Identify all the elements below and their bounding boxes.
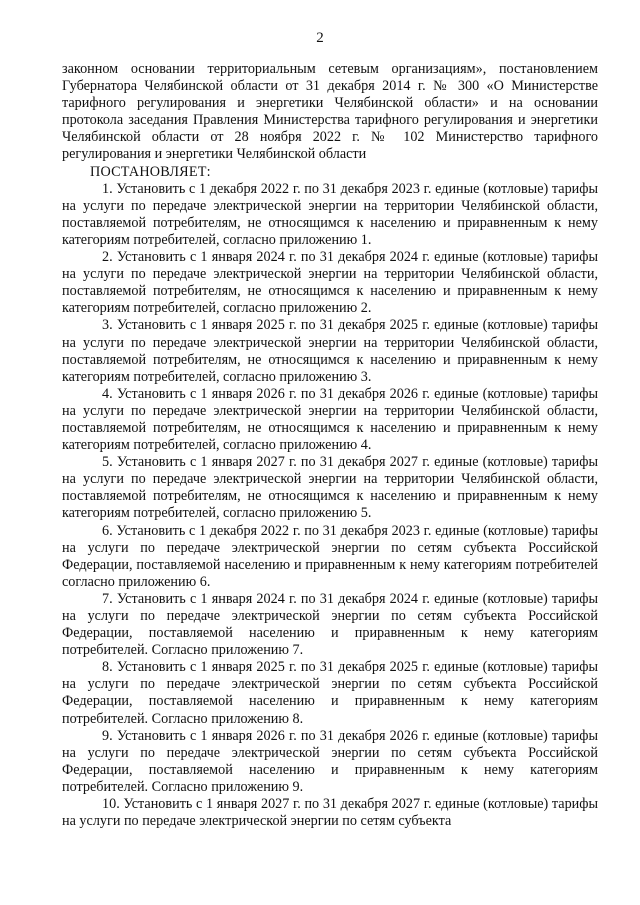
item-6-paragraph: 6. Установить с 1 декабря 2022 г. по 31 декабря 2023 г. единые (котловые) тарифы на услуги по передаче электрической энергии по сетям субъекта Российской Федерации, поставляемой населению и приравненным к нему категориям потребителей согласно приложению 6.	[62, 522, 598, 590]
item-7-paragraph: 7. Установить с 1 января 2024 г. по 31 декабря 2024 г. единые (котловые) тарифы на услуги по передаче электрической энергии по сетям субъекта Российской Федерации, поставляемой населению и приравненным к нему категориям потребителей. Согласно приложению 7.	[62, 590, 598, 659]
page-number: 2	[316, 30, 324, 46]
document-body	[62, 61, 598, 830]
item-5-paragraph: 5. Установить с 1 января 2027 г. по 31 декабря 2027 г. единые (котловые) тарифы на услуги по передаче электрической энергии на территории Челябинской области, поставляемой потребителям, не относящимся к населению и приравненным к нему категориям потребителей, согласно приложению 5.	[62, 454, 598, 522]
item-1-paragraph: 1. Установить с 1 декабря 2022 г. по 31 декабря 2023 г. единые (котловые) тарифы на услуги по передаче электрической энергии на территории Челябинской области, поставляемой потребителям, не относящимся к населению и приравненным к нему категориям потребителей, согласно приложению 1.	[62, 180, 598, 248]
item-3-paragraph: 3. Установить с 1 января 2025 г. по 31 декабря 2025 г. единые (котловые) тарифы на услуги по передаче электрической энергии на территории Челябинской области, поставляемой потребителям, не относящимся к населению и приравненным к нему категориям потребителей, согласно приложению 3.	[62, 317, 598, 385]
item-9-paragraph: 9. Установить с 1 января 2026 г. по 31 декабря 2026 г. единые (котловые) тарифы на услуги по передаче электрической энергии по сетям субъекта Российской Федерации, поставляемой населению и приравненным к нему категориям потребителей. Согласно приложению 9.	[62, 727, 598, 795]
item-8-paragraph: 8. Установить с 1 января 2025 г. по 31 декабря 2025 г. единые (котловые) тарифы на услуги по передаче электрической энергии по сетям субъекта Российской Федерации, поставляемой населению и приравненным к нему категориям потребителей. Согласно приложению 8.	[62, 659, 598, 727]
item-4-paragraph: 4. Установить с 1 января 2026 г. по 31 декабря 2026 г. единые (котловые) тарифы на услуги по передаче электрической энергии на территории Челябинской области, поставляемой потребителям, не относящимся к населению и приравненным к нему категориям потребителей, согласно приложению 4.	[62, 385, 598, 454]
item-10-paragraph: 10. Установить с 1 января 2027 г. по 31 декабря 2027 г. единые (котловые) тарифы на услуги по передаче электрической энергии по сетям субъекта	[62, 796, 598, 830]
item-2-paragraph: 2. Установить с 1 января 2024 г. по 31 декабря 2024 г. единые (котловые) тарифы на услуги по передаче электрической энергии на территории Челябинской области, поставляемой потребителям, не относящимся к населению и приравненным к нему категориям потребителей, согласно приложению 2.	[62, 249, 598, 317]
intro-paragraph: законном основании территориальным сетевым организациям», постановлением Губернатора Челябинской области от 31 декабря 2014 г. № 300 «О Министерстве тарифного регулирования и энергетики Челябинской области» и на основании протокола заседания Правления Министерства тарифного регулирования и энергетики Челябинской области от 28 ноября 2022 г. № 102 Министерство тарифного регулирования и энергетики Челябинской области	[62, 61, 598, 163]
resolves-heading: ПОСТАНОВЛЯЕТ:	[90, 163, 211, 180]
